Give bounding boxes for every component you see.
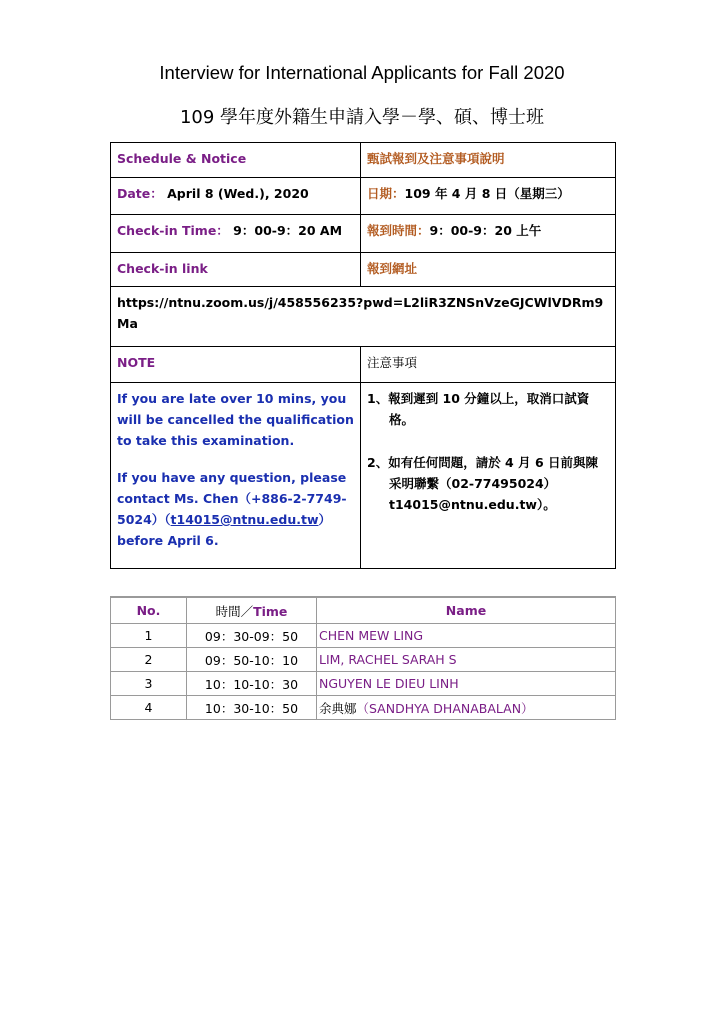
note-zh-2: 2、如有任何問題，請於 4 月 6 日前與陳采明聯繫（02-77495024）t14015@ntnu.edu.tw）。 <box>367 455 599 512</box>
schedule-row-checkin <box>111 215 616 253</box>
table-row <box>111 672 616 696</box>
row-time: 09：30-09：50 <box>187 624 317 648</box>
table-row <box>111 648 616 672</box>
table-row <box>111 624 616 648</box>
contact-email-link[interactable]: t14015@ntnu.edu.tw <box>170 512 319 527</box>
roster-table <box>110 596 616 720</box>
page-title: Interview for International Applicants for Fall 2020 <box>159 62 565 83</box>
row-time: 09：50-10：10 <box>187 648 317 672</box>
schedule-row-note-header <box>111 347 616 383</box>
row-name <box>317 696 616 720</box>
schedule-row-link-url <box>111 287 616 347</box>
checkin-cell-en <box>111 215 361 253</box>
notes-zh-cell <box>361 383 616 569</box>
row-name: CHEN MEW LING <box>317 624 616 648</box>
date-label-zh: 日期： <box>367 186 405 201</box>
row-name-zh: 余典娜 <box>319 700 357 716</box>
date-label-en: Date： <box>117 186 163 201</box>
row-no: 1 <box>111 624 187 648</box>
schedule-notice-en: Schedule & Notice <box>111 143 361 178</box>
notes-en-cell <box>111 383 361 569</box>
checkin-value-en: 9：00-9：20 AM <box>233 223 343 238</box>
note-en-2 <box>117 467 354 551</box>
schedule-row-notes <box>111 383 616 569</box>
row-no: 4 <box>111 696 187 720</box>
row-name: LIM, RACHEL SARAH S <box>317 648 616 672</box>
link-label-en: Check-in link <box>111 253 361 287</box>
date-value-en: April 8 (Wed.), 2020 <box>167 186 309 201</box>
checkin-label-zh: 報到時間： <box>367 223 430 238</box>
row-time: 10：30-10：50 <box>187 696 317 720</box>
note-en-2-pre: If you have any question, please contact Ms. Chen（+886-2-7749-5024）（ <box>117 470 347 527</box>
checkin-value-zh: 9：00-9：20 上午 <box>429 223 542 238</box>
roster-header-time-zh: 時間／ <box>215 603 254 619</box>
note-label-en: NOTE <box>111 347 361 383</box>
date-cell-zh <box>361 178 616 215</box>
schedule-table <box>110 142 616 569</box>
row-name-en: （SANDHYA DHANABALAN） <box>356 700 534 716</box>
roster-header-no: No. <box>111 597 187 624</box>
schedule-row-date <box>111 178 616 215</box>
table-row <box>111 696 616 720</box>
schedule-notice-zh: 甄試報到及注意事項說明 <box>361 143 616 178</box>
note-zh-1: 1、報到遲到 10 分鐘以上，取消口試資格。 <box>367 391 590 427</box>
roster-header-row <box>111 597 616 624</box>
schedule-row-link-label <box>111 253 616 287</box>
row-name: NGUYEN LE DIEU LINH <box>317 672 616 696</box>
row-no: 2 <box>111 648 187 672</box>
link-label-zh: 報到網址 <box>361 253 616 287</box>
note-en-1: If you are late over 10 mins, you will be cancelled the qualification to take this examination. <box>117 391 354 448</box>
date-value-zh: 109 年 4 月 8 日（星期三） <box>404 186 570 201</box>
row-no: 3 <box>111 672 187 696</box>
schedule-row-header <box>111 143 616 178</box>
checkin-link-url[interactable]: https://ntnu.zoom.us/j/458556235?pwd=L2liR3ZNSnVzeGJCWlVDRm9Ma <box>111 287 616 347</box>
page-subtitle: 109 學年度外籍生申請入學－學、碩、博士班 <box>179 107 545 128</box>
roster-header-name: Name <box>317 597 616 624</box>
row-time: 10：10-10：30 <box>187 672 317 696</box>
roster-header-time-en: Time <box>253 603 288 619</box>
note-label-zh: 注意事項 <box>361 347 616 383</box>
checkin-label-en: Check-in Time： <box>117 223 229 238</box>
note-en-2-post: ）before April 6. <box>117 512 332 548</box>
date-cell-en <box>111 178 361 215</box>
checkin-cell-zh <box>361 215 616 253</box>
roster-header-time <box>187 597 317 624</box>
